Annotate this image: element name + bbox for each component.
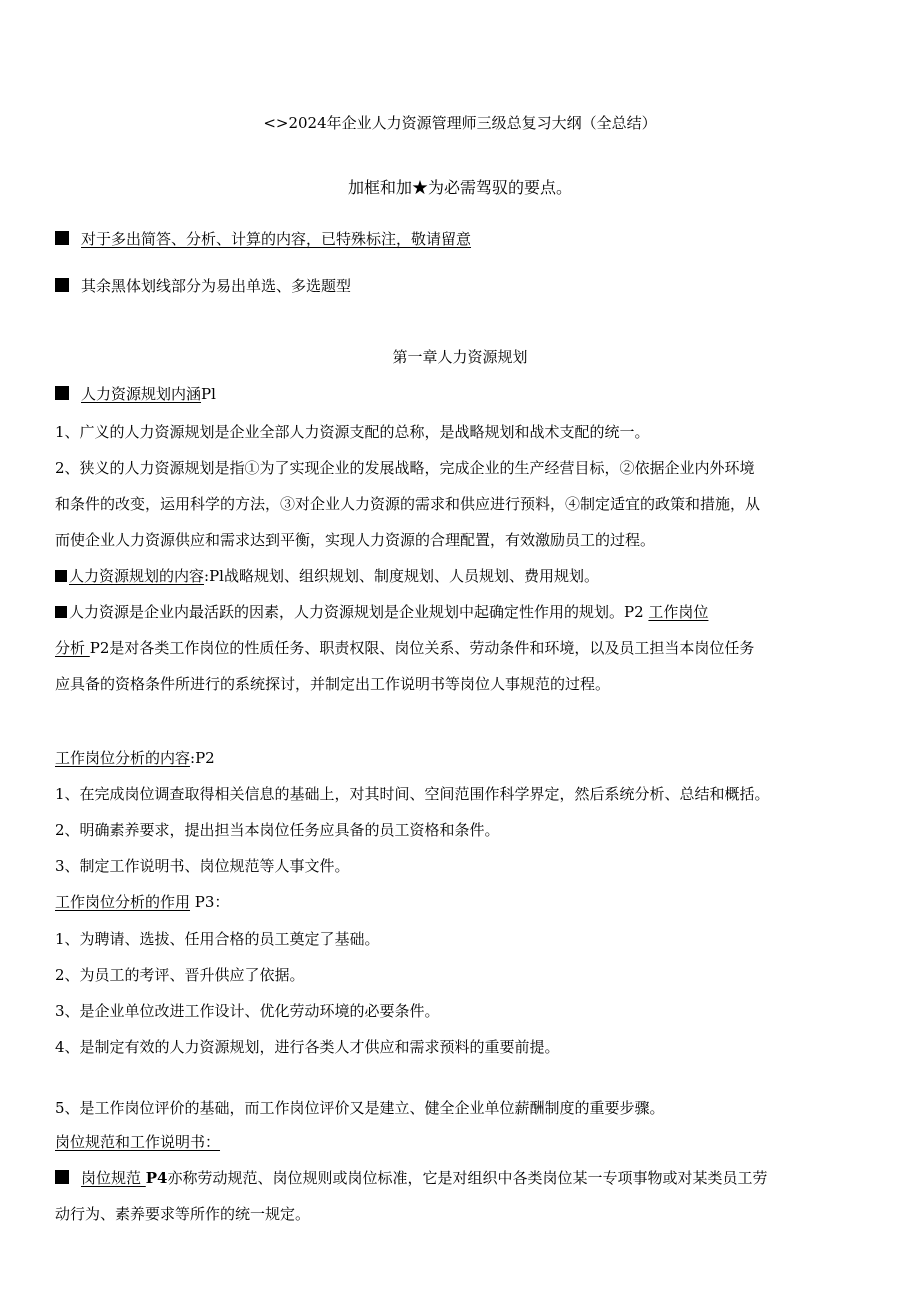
list-item: 1、在完成岗位调查取得相关信息的基础上，对其时间、空间范围作科学界定，然后系统分析、总结和概括。 bbox=[55, 785, 770, 803]
key-points-note: 加框和加★为必需驾驭的要点。 bbox=[347, 178, 572, 197]
paragraph-line: 2、狭义的人力资源规划是指①为了实现企业的发展战略，完成企业的生产经营目标，②依据企业内外环境 bbox=[55, 459, 755, 477]
paragraph-line: 而使企业人力资源供应和需求达到平衡，实现人力资源的合理配置，有效激励员工的过程。 bbox=[55, 531, 656, 549]
paragraph-line bbox=[55, 638, 754, 658]
square-bullet-icon bbox=[55, 231, 69, 245]
square-bullet-icon bbox=[55, 570, 67, 582]
legend-text: 其余黑体划线部分为易出单选、多选题型 bbox=[81, 277, 352, 295]
document-title: <>2024年企业人力资源管理师三级总复习大纲（全总结） bbox=[263, 114, 657, 132]
paragraph-line: 应具备的资格条件所进行的系统探讨，并制定出工作说明书等岗位人事规范的过程。 bbox=[55, 675, 611, 693]
legend-text: 对于多出简答、分析、计算的内容，已特殊标注，敬请留意 bbox=[81, 230, 472, 248]
content-label: 人力资源规划的内容 bbox=[69, 567, 205, 585]
heading-text: 岗位规范和工作说明书： bbox=[55, 1133, 221, 1151]
heading-text: 人力资源规划内涵 bbox=[81, 385, 202, 403]
list-item: 4、是制定有效的人力资源规划，进行各类人才供应和需求预料的重要前提。 bbox=[55, 1038, 560, 1056]
paragraph-line bbox=[55, 602, 708, 622]
square-bullet-icon bbox=[55, 606, 67, 618]
page-ref: P4 bbox=[145, 1169, 168, 1187]
section-heading bbox=[55, 892, 229, 912]
paragraph-text: 人力资源是企业内最活跃的因素，人力资源规划是企业规划中起确定性作用的规划。P2 bbox=[69, 603, 649, 621]
term-link: 分析 bbox=[55, 639, 90, 657]
term-link: 工作岗位 bbox=[648, 603, 709, 621]
section-heading bbox=[55, 748, 215, 768]
legend-item bbox=[55, 229, 471, 249]
list-item: 5、是工作岗位评价的基础，而工作岗位评价又是建立、健全企业单位薪酬制度的重要步骤。 bbox=[55, 1099, 665, 1117]
paragraph-text: P2是对各类工作岗位的性质任务、职责权限、岗位关系、劳动条件和环境，以及员工担当本岗位任务 bbox=[89, 639, 755, 657]
heading-text: 工作岗位分析的内容 bbox=[55, 749, 191, 767]
definition-line bbox=[55, 1168, 768, 1188]
page-ref: P3： bbox=[190, 893, 230, 911]
heading-text: 工作岗位分析的作用 bbox=[55, 893, 191, 911]
square-bullet-icon bbox=[55, 278, 69, 292]
list-item: 2、明确素养要求，提出担当本岗位任务应具备的员工资格和条件。 bbox=[55, 821, 500, 839]
list-item: 3、制定工作说明书、岗位规范等人事文件。 bbox=[55, 857, 350, 875]
page-ref: Pl bbox=[201, 385, 216, 403]
list-item: 1、为聘请、选拔、任用合格的员工奠定了基础。 bbox=[55, 930, 380, 948]
definition-line: 动行为、素养要求等所作的统一规定。 bbox=[55, 1205, 311, 1223]
definition-text: 亦称劳动规范、岗位规则或岗位标准，它是对组织中各类岗位某一专项事物或对某类员工劳 bbox=[167, 1169, 768, 1187]
paragraph-line: 和条件的改变，运用科学的方法，③对企业人力资源的需求和供应进行预料，④制定适宜的政策和措施，从 bbox=[55, 495, 761, 513]
chapter-title: 第一章人力资源规划 bbox=[392, 348, 528, 366]
square-bullet-icon bbox=[55, 386, 69, 400]
paragraph: 1、广义的人力资源规划是企业全部人力资源支配的总称，是战略规划和战术支配的统一。 bbox=[55, 423, 650, 441]
legend-item bbox=[55, 276, 351, 296]
section-heading bbox=[55, 1132, 220, 1152]
page-ref: :P2 bbox=[190, 749, 215, 767]
square-bullet-icon bbox=[55, 1170, 69, 1184]
content-text: :Pl战略规划、组织规划、制度规划、人员规划、费用规划。 bbox=[204, 567, 599, 585]
term-label: 岗位规范 bbox=[81, 1169, 146, 1187]
section-heading bbox=[55, 384, 216, 404]
list-item: 3、是企业单位改进工作设计、优化劳动环境的必要条件。 bbox=[55, 1002, 440, 1020]
content-line bbox=[55, 566, 599, 586]
list-item: 2、为员工的考评、晋升供应了依据。 bbox=[55, 966, 305, 984]
